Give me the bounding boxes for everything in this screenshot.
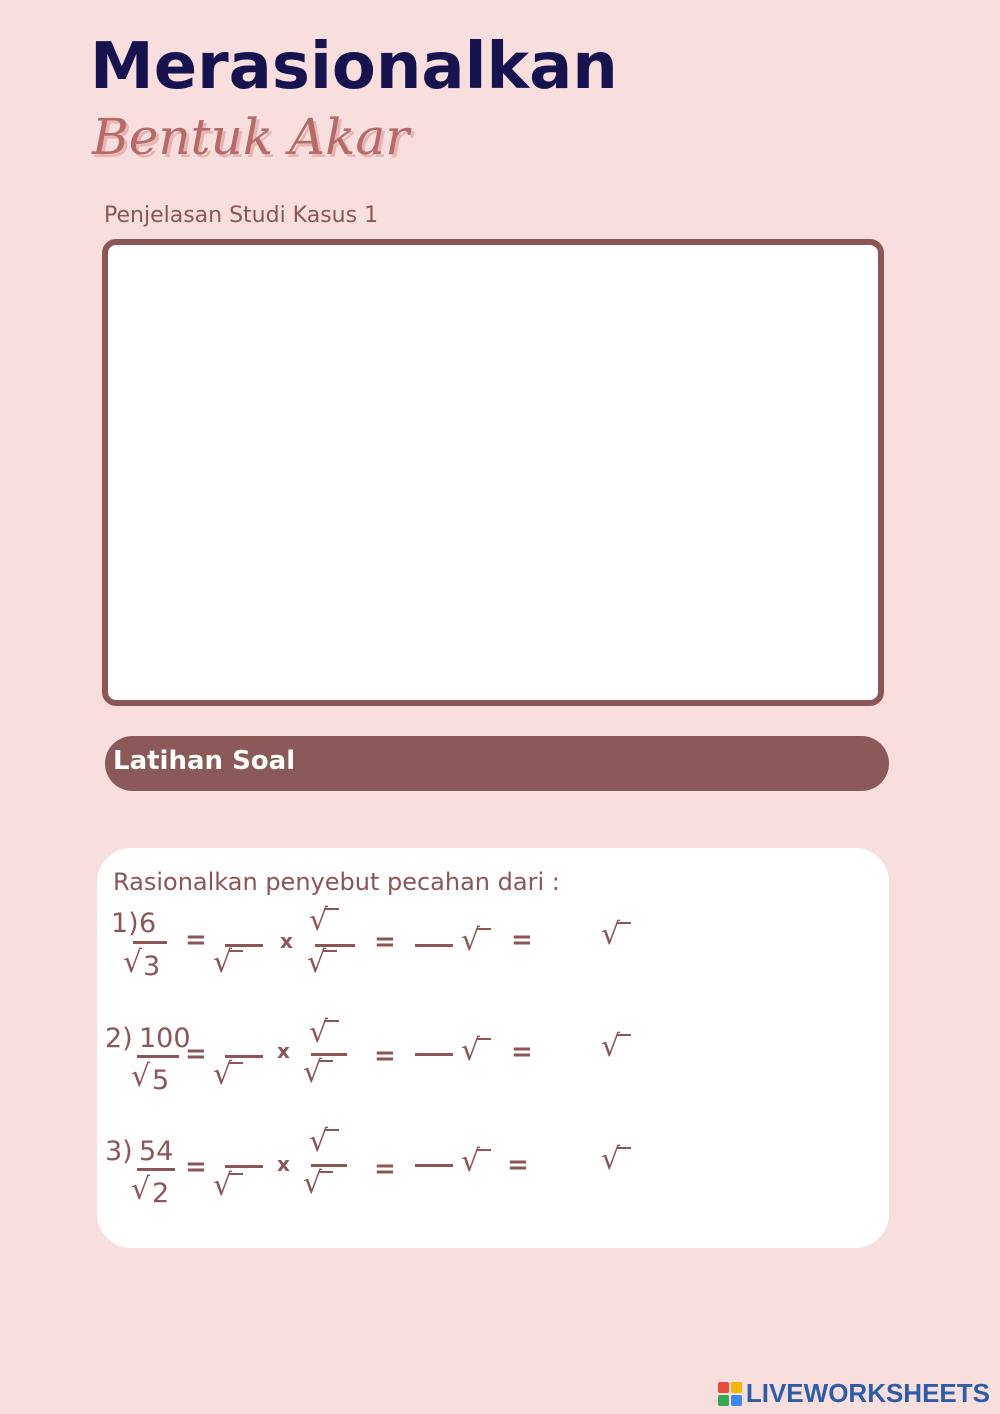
problem-number: 1) [111, 908, 139, 939]
sqrt-icon: √ [213, 1168, 243, 1203]
problem-2 [97, 1015, 889, 1115]
sqrt-icon: √ [213, 945, 243, 980]
sqrt-icon: √ [307, 945, 337, 980]
denominator: 2 [152, 1178, 170, 1209]
sqrt-icon: √ [213, 1057, 243, 1092]
logo-grid-icon [718, 1382, 742, 1406]
equals-sign: = [185, 925, 207, 955]
equals-sign: = [507, 1150, 529, 1180]
denominator: 3 [143, 951, 161, 982]
equals-sign: = [185, 1039, 207, 1069]
sqrt-icon: √ [303, 1055, 333, 1090]
sqrt-icon: √ [303, 1166, 333, 1201]
sqrt-icon: √ [601, 1029, 631, 1064]
problem-number: 2) [105, 1023, 133, 1054]
liveworksheets-logo[interactable] [718, 1378, 990, 1409]
sqrt-icon: √ [123, 945, 143, 980]
sqrt-icon: √ [309, 903, 339, 938]
equals-sign: = [185, 1152, 207, 1182]
sqrt-icon: √ [601, 917, 631, 952]
equals-sign: = [374, 927, 396, 957]
sqrt-icon: √ [131, 1059, 151, 1094]
sqrt-icon: √ [601, 1142, 631, 1177]
problem-number: 3) [105, 1136, 133, 1167]
answer-blank[interactable] [415, 944, 453, 947]
answer-blank[interactable] [415, 1164, 453, 1167]
numerator: 54 [139, 1136, 174, 1167]
numerator: 100 [139, 1023, 191, 1054]
denominator: 5 [152, 1065, 170, 1096]
logo-text: LIVEWORKSHEETS [745, 1378, 990, 1408]
fraction-line [137, 1055, 179, 1058]
answer-blank[interactable] [415, 1053, 453, 1056]
sqrt-icon: √ [461, 923, 491, 958]
equals-sign: = [374, 1154, 396, 1184]
numerator: 6 [139, 908, 157, 939]
page-subtitle: Bentuk Akar [92, 108, 410, 166]
sqrt-icon: √ [131, 1172, 151, 1207]
page-title: Merasionalkan [90, 30, 618, 104]
problem-1 [97, 903, 889, 1003]
fraction-line [133, 941, 167, 944]
case-study-answer-box[interactable] [102, 239, 884, 706]
sqrt-icon: √ [461, 1144, 491, 1179]
exercise-instruction: Rasionalkan penyebut pecahan dari : [113, 868, 560, 896]
equals-sign: = [511, 1037, 533, 1067]
sqrt-icon: √ [461, 1033, 491, 1068]
problem-3 [97, 1124, 889, 1228]
fraction-line [137, 1168, 175, 1171]
exercise-card [97, 848, 889, 1248]
times-sign: x [280, 929, 293, 953]
times-sign: x [277, 1039, 290, 1063]
times-sign: x [277, 1152, 290, 1176]
section-header-bar [105, 736, 889, 791]
equals-sign: = [374, 1041, 396, 1071]
section-header-label: Latihan Soal [113, 746, 296, 776]
sqrt-icon: √ [309, 1015, 339, 1050]
case-study-label: Penjelasan Studi Kasus 1 [104, 203, 379, 228]
sqrt-icon: √ [309, 1124, 339, 1159]
equals-sign: = [511, 925, 533, 955]
